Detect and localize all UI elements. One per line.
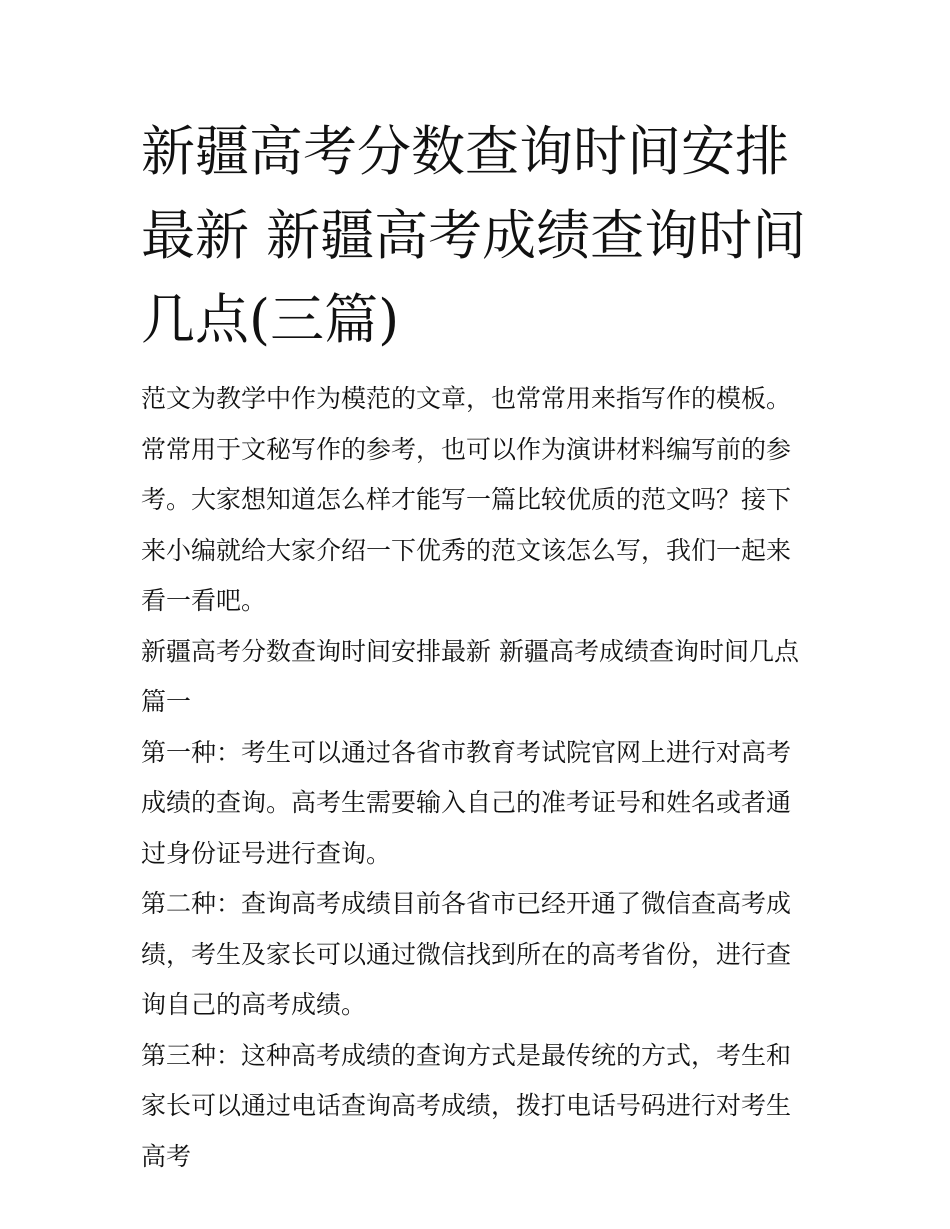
- document-title: 新疆高考分数查询时间安排最新 新疆高考成绩查询时间几点(三篇): [141, 120, 807, 351]
- method-one-paragraph: 第一种：考生可以通过各省市教育考试院官网上进行对高考成绩的查询。高考生需要输入自己的准考证号和姓名或者通过身份证号进行查询。: [141, 737, 792, 868]
- intro-paragraph: 范文为教学中作为模范的文章，也常常用来指写作的模板。常常用于文秘写作的参考，也可以作为演讲材料编写前的参考。大家想知道怎么样才能写一篇比较优质的范文吗？接下来小编就给大家介绍一下优秀的范文该怎么写，我们一起来看一看吧。: [141, 384, 792, 615]
- section-heading: 新疆高考分数查询时间安排最新 新疆高考成绩查询时间几点篇一: [141, 636, 799, 716]
- method-two-paragraph: 第二种：查询高考成绩目前各省市已经开通了微信查高考成绩，考生及家长可以通过微信找到所在的高考省份，进行查询自己的高考成绩。: [141, 889, 792, 1019]
- document-body: [141, 374, 813, 1182]
- document-page: [141, 110, 813, 1182]
- method-three-paragraph: 第三种：这种高考成绩的查询方式是最传统的方式，考生和家长可以通过电话查询高考成绩，拨打电话号码进行对考生高考: [141, 1040, 792, 1171]
